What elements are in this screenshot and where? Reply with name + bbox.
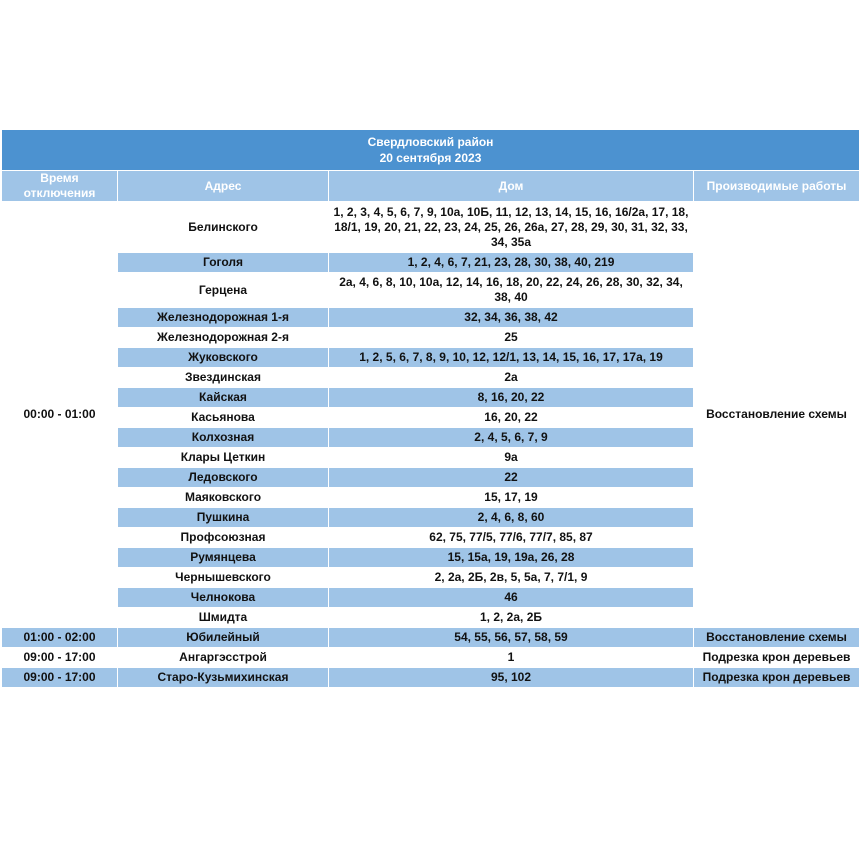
house-cell: 54, 55, 56, 57, 58, 59 [329, 628, 694, 648]
house-cell: 2, 4, 5, 6, 7, 9 [329, 428, 694, 448]
house-cell: 9а [329, 448, 694, 468]
district-title: Свердловский район [367, 135, 494, 149]
header-address: Адрес [118, 171, 329, 202]
house-cell: 1, 2, 4, 6, 7, 21, 23, 28, 30, 38, 40, 219 [329, 253, 694, 273]
address-cell: Колхозная [118, 428, 329, 448]
address-cell: Челнокова [118, 588, 329, 608]
group1-works: Восстановление схемы [694, 202, 860, 628]
address-cell: Чернышевского [118, 568, 329, 588]
table-title-row [2, 130, 860, 171]
table-row [2, 648, 860, 668]
address-cell: Маяковского [118, 488, 329, 508]
address-cell: Кайская [118, 388, 329, 408]
house-cell: 2, 2а, 2Б, 2в, 5, 5а, 7, 7/1, 9 [329, 568, 694, 588]
address-cell: Румянцева [118, 548, 329, 568]
house-cell: 62, 75, 77/5, 77/6, 77/7, 85, 87 [329, 528, 694, 548]
address-cell: Касьянова [118, 408, 329, 428]
house-cell: 25 [329, 328, 694, 348]
house-cell: 1, 2, 3, 4, 5, 6, 7, 9, 10а, 10Б, 11, 12, 13, 14, 15, 16, 16/2а, 17, 18, 18/1, 19, 20, 21, 22, 23, 24, 25, 26, 26а, 27, 28, 29, 30, 31, 32, 33, 34, 35а [329, 202, 694, 253]
house-cell: 32, 34, 36, 38, 42 [329, 308, 694, 328]
table-row [2, 668, 860, 688]
works-cell: Подрезка крон деревьев [694, 668, 860, 688]
house-cell: 8, 16, 20, 22 [329, 388, 694, 408]
address-cell: Шмидта [118, 608, 329, 628]
address-cell: Железнодорожная 2-я [118, 328, 329, 348]
address-cell: Старо-Кузьмихинская [118, 668, 329, 688]
table-row [2, 202, 860, 253]
house-cell: 22 [329, 468, 694, 488]
address-cell: Ангаргэсстрой [118, 648, 329, 668]
house-cell: 1, 2, 5, 6, 7, 8, 9, 10, 12, 12/1, 13, 14, 15, 16, 17, 17а, 19 [329, 348, 694, 368]
header-works: Производимые работы [694, 171, 860, 202]
date-title: 20 сентября 2023 [379, 151, 482, 165]
address-cell: Пушкина [118, 508, 329, 528]
address-cell: Железнодорожная 1-я [118, 308, 329, 328]
house-cell: 1 [329, 648, 694, 668]
address-cell: Герцена [118, 273, 329, 308]
house-cell: 1, 2, 2а, 2Б [329, 608, 694, 628]
address-cell: Гоголя [118, 253, 329, 273]
table-row [2, 628, 860, 648]
time-cell: 09:00 - 17:00 [2, 668, 118, 688]
table-title [2, 130, 860, 171]
header-time: Время отключения [2, 171, 118, 202]
time-cell: 09:00 - 17:00 [2, 648, 118, 668]
house-cell: 16, 20, 22 [329, 408, 694, 428]
address-cell: Ледовского [118, 468, 329, 488]
address-cell: Звездинская [118, 368, 329, 388]
header-house: Дом [329, 171, 694, 202]
house-cell: 15, 17, 19 [329, 488, 694, 508]
house-cell: 95, 102 [329, 668, 694, 688]
address-cell: Клары Цеткин [118, 448, 329, 468]
outage-table [1, 129, 860, 688]
house-cell: 2а [329, 368, 694, 388]
outage-table-container [1, 129, 859, 688]
house-cell: 15, 15а, 19, 19а, 26, 28 [329, 548, 694, 568]
table-header-row [2, 171, 860, 202]
address-cell: Белинского [118, 202, 329, 253]
house-cell: 2, 4, 6, 8, 60 [329, 508, 694, 528]
works-cell: Восстановление схемы [694, 628, 860, 648]
house-cell: 2а, 4, 6, 8, 10, 10а, 12, 14, 16, 18, 20, 22, 24, 26, 28, 30, 32, 34, 38, 40 [329, 273, 694, 308]
group1-time: 00:00 - 01:00 [2, 202, 118, 628]
address-cell: Профсоюзная [118, 528, 329, 548]
time-cell: 01:00 - 02:00 [2, 628, 118, 648]
house-cell: 46 [329, 588, 694, 608]
address-cell: Юбилейный [118, 628, 329, 648]
address-cell: Жуковского [118, 348, 329, 368]
works-cell: Подрезка крон деревьев [694, 648, 860, 668]
